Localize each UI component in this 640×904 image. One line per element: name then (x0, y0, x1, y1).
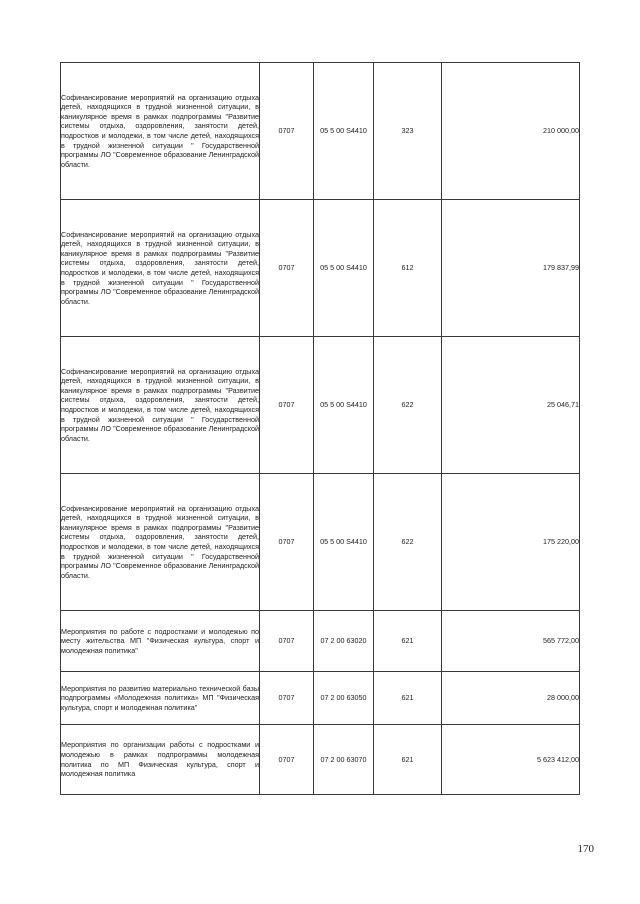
row-amount: 210 000,00 (442, 63, 580, 200)
table-row (61, 474, 580, 611)
row-section-code: 0707 (260, 200, 314, 337)
row-amount: 25 046,71 (442, 337, 580, 474)
row-description: Софинансирование мероприятий на организацию отдыха детей, находящихся в трудной жизненной ситуации, в каникулярное время в рамках подпрограммы "Развитие системы отдыха, оздоровления, занятости детей, подростков и молодежи, в том числе детей, находящихся в трудной жизненной ситуации " Государственной программы ЛО "Современное образование Ленинградской области. (61, 63, 260, 200)
budget-table (60, 62, 580, 795)
row-target-code: 05 5 00 S4410 (314, 474, 374, 611)
row-section-code: 0707 (260, 672, 314, 725)
row-expense-type: 621 (374, 672, 442, 725)
row-section-code: 0707 (260, 474, 314, 611)
row-target-code: 05 5 00 S4410 (314, 337, 374, 474)
row-section-code: 0707 (260, 725, 314, 795)
row-amount: 5 623 412,00 (442, 725, 580, 795)
row-amount: 175 220,00 (442, 474, 580, 611)
row-amount: 179 837,99 (442, 200, 580, 337)
row-expense-type: 323 (374, 63, 442, 200)
row-target-code: 05 5 00 S4410 (314, 63, 374, 200)
table-row (61, 611, 580, 672)
row-expense-type: 612 (374, 200, 442, 337)
row-section-code: 0707 (260, 611, 314, 672)
page-number: 170 (577, 843, 594, 855)
row-description: Мероприятия по организации работы с подростками и молодежью в рамках подпрограммы молодежная политика по МП Физическая культура, спорт и молодежная политика (61, 725, 260, 795)
row-expense-type: 621 (374, 725, 442, 795)
row-description: Софинансирование мероприятий на организацию отдыха детей, находящихся в трудной жизненной ситуации, в каникулярное время в рамках подпрограммы "Развитие системы отдыха, оздоровления, занятости детей, подростков и молодежи, в том числе детей, находящихся в трудной жизненной ситуации " Государственной программы ЛО "Современное образование Ленинградской области. (61, 474, 260, 611)
row-expense-type: 622 (374, 337, 442, 474)
table-row (61, 337, 580, 474)
table-row (61, 63, 580, 200)
row-expense-type: 621 (374, 611, 442, 672)
row-description: Софинансирование мероприятий на организацию отдыха детей, находящихся в трудной жизненной ситуации, в каникулярное время в рамках подпрограммы "Развитие системы отдыха, оздоровления, занятости детей, подростков и молодежи, в том числе детей, находящихся в трудной жизненной ситуации " Государственной программы ЛО "Современное образование Ленинградской области. (61, 337, 260, 474)
row-target-code: 07 2 00 63050 (314, 672, 374, 725)
row-target-code: 07 2 00 63070 (314, 725, 374, 795)
row-description: Мероприятия по развитию материально технической базы подпрограммы «Молодежная политика» МП "Физическая культура, спорт и молодежная политика" (61, 672, 260, 725)
row-amount: 28 000,00 (442, 672, 580, 725)
row-expense-type: 622 (374, 474, 442, 611)
table-row (61, 725, 580, 795)
row-section-code: 0707 (260, 63, 314, 200)
row-description: Мероприятия по работе с подростками и молодежью по месту жительства МП "Физическая культура, спорт и молодежная политика" (61, 611, 260, 672)
row-amount: 565 772,00 (442, 611, 580, 672)
table-row (61, 672, 580, 725)
table-row (61, 200, 580, 337)
row-section-code: 0707 (260, 337, 314, 474)
row-target-code: 07 2 00 63020 (314, 611, 374, 672)
row-description: Софинансирование мероприятий на организацию отдыха детей, находящихся в трудной жизненной ситуации, в каникулярное время в рамках подпрограммы "Развитие системы отдыха, оздоровления, занятости детей, подростков и молодежи, в том числе детей, находящихся в трудной жизненной ситуации " Государственной программы ЛО "Современное образование Ленинградской области. (61, 200, 260, 337)
row-target-code: 05 5 00 S4410 (314, 200, 374, 337)
